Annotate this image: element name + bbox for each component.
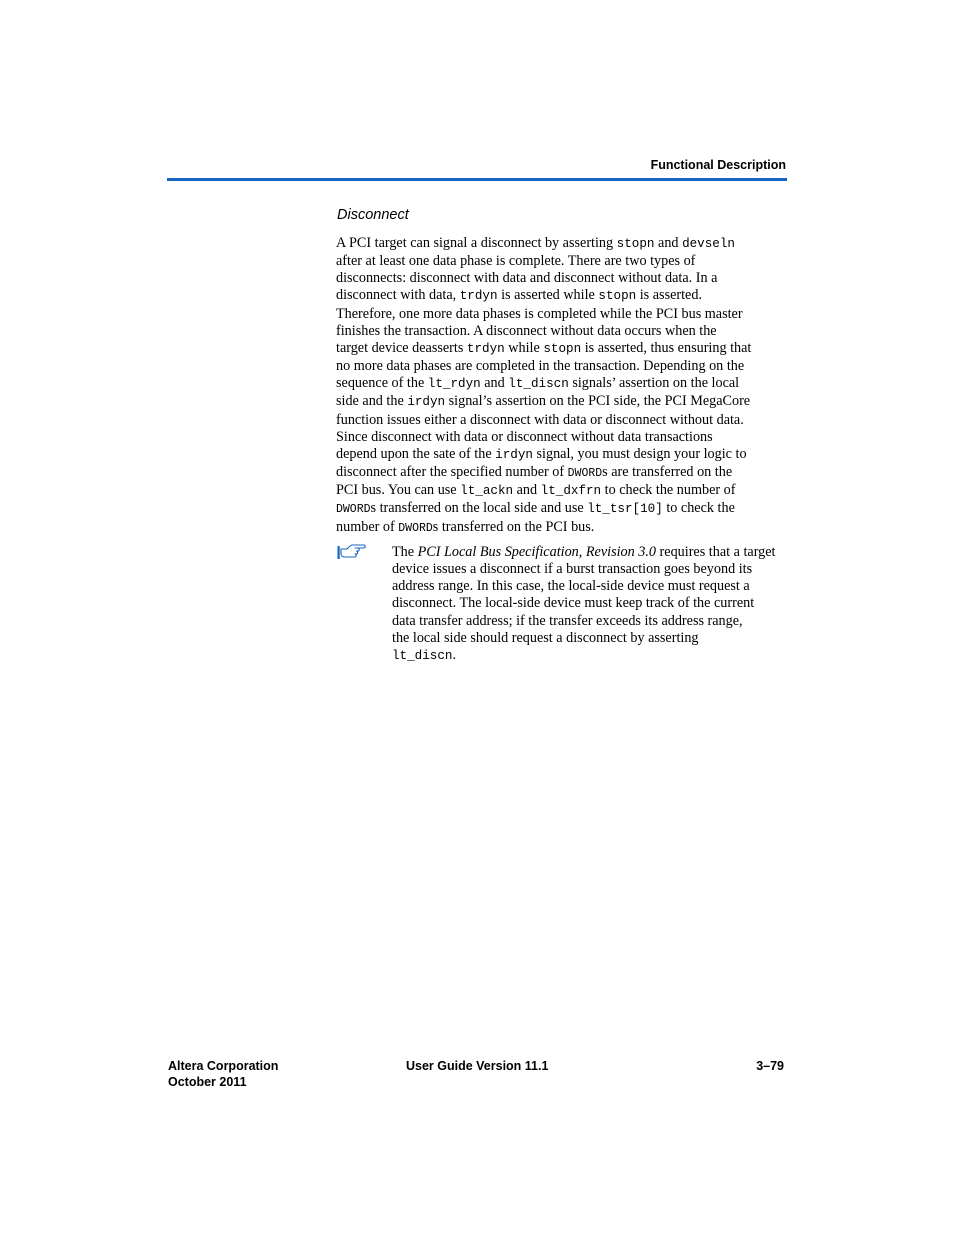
code-signal: lt_dxfrn bbox=[540, 484, 602, 499]
text-run: and bbox=[480, 375, 509, 392]
code-signal: irdyn bbox=[495, 447, 533, 462]
text-run: depend upon the sate of the bbox=[336, 445, 496, 462]
text-run: sequence of the bbox=[336, 375, 428, 392]
text-run: to check the number of bbox=[601, 482, 736, 499]
spec-citation: PCI Local Bus Specification, Revision 3.0 bbox=[417, 544, 656, 560]
text-run: side and the bbox=[336, 393, 408, 410]
code-signal: stopn bbox=[543, 341, 582, 356]
code-signal: lt_discn bbox=[508, 377, 569, 392]
text-line: address range. In this case, the local-side device must request a bbox=[392, 578, 750, 595]
text-run: signal’s assertion on the PCI side, the PCI MegaCore bbox=[445, 393, 751, 410]
text-run: A PCI target can signal a disconnect by asserting bbox=[336, 235, 617, 251]
text-run: and bbox=[513, 482, 541, 499]
text-run: requires that a target bbox=[656, 544, 776, 560]
text-run: while bbox=[504, 339, 544, 356]
code-term: DWORD bbox=[567, 467, 603, 481]
text-run: s transferred on the local side and use bbox=[370, 500, 588, 517]
text-line: device issues a disconnect if a burst transaction goes beyond its bbox=[392, 561, 753, 578]
text-run: signals’ assertion on the local bbox=[568, 375, 740, 392]
code-signal: stopn bbox=[598, 289, 637, 304]
code-term: DWORD bbox=[336, 503, 371, 517]
footer-date: October 2011 bbox=[168, 1074, 247, 1089]
text-run: s transferred on the PCI bus. bbox=[432, 518, 595, 535]
footer-company: Altera Corporation bbox=[168, 1059, 279, 1073]
text-run: . bbox=[452, 646, 457, 663]
code-signal: lt_discn bbox=[392, 648, 453, 663]
text-line: no more data phases are completed in the transaction. Depending on the bbox=[336, 358, 745, 375]
text-run: signal, you must design your logic to bbox=[532, 445, 747, 462]
code-signal: trdyn bbox=[466, 341, 505, 356]
text-run: s are transferred on the bbox=[602, 464, 733, 481]
code-signal: trdyn bbox=[459, 289, 498, 304]
text-run: disconnect after the specified number of bbox=[336, 464, 568, 481]
text-run: target device deasserts bbox=[336, 339, 467, 356]
text-line: function issues either a disconnect with data or disconnect without data. bbox=[336, 411, 744, 428]
section-title: Disconnect bbox=[337, 207, 409, 223]
text-run: and bbox=[654, 235, 683, 251]
body-paragraph bbox=[336, 235, 784, 537]
footer-version: User Guide Version 11.1 bbox=[406, 1059, 549, 1073]
text-run: The bbox=[392, 544, 418, 560]
code-signal: devseln bbox=[682, 237, 735, 251]
header-divider bbox=[167, 178, 787, 181]
code-term: DWORD bbox=[398, 521, 433, 535]
text-line: data transfer address; if the transfer exceeds its address range, bbox=[392, 612, 743, 629]
text-run: is asserted. bbox=[636, 287, 702, 304]
text-run: PCI bus. You can use bbox=[336, 482, 461, 499]
text-run: to check the bbox=[662, 500, 735, 517]
code-signal: irdyn bbox=[407, 395, 446, 410]
pointing-hand-icon bbox=[337, 542, 367, 562]
text-run: is asserted while bbox=[497, 287, 599, 304]
text-run: disconnect with data, bbox=[336, 287, 460, 304]
footer-left bbox=[168, 1059, 278, 1090]
code-signal: lt_ackn bbox=[460, 484, 514, 499]
text-line: finishes the transaction. A disconnect without data occurs when the bbox=[336, 322, 717, 339]
text-run: is asserted, thus ensuring that bbox=[581, 339, 752, 356]
code-signal: lt_rdyn bbox=[427, 377, 481, 392]
text-line: Since disconnect with data or disconnect without data transactions bbox=[336, 428, 713, 445]
note-text bbox=[392, 544, 784, 665]
text-line: after at least one data phase is complete. There are two types of bbox=[336, 253, 696, 270]
text-line: disconnect. The local-side device must keep track of the current bbox=[392, 595, 755, 612]
running-header-title: Functional Description bbox=[650, 158, 786, 172]
text-line: Therefore, one more data phases is completed while the PCI bus master bbox=[336, 305, 743, 322]
text-run: number of bbox=[336, 518, 399, 535]
text-line: disconnects: disconnect with data and disconnect without data. In a bbox=[336, 270, 718, 287]
code-signal: lt_tsr[10] bbox=[587, 502, 663, 517]
code-signal: stopn bbox=[616, 237, 655, 251]
text-line: the local side should request a disconnect by asserting bbox=[392, 629, 699, 646]
page-number: 3–79 bbox=[756, 1059, 784, 1073]
